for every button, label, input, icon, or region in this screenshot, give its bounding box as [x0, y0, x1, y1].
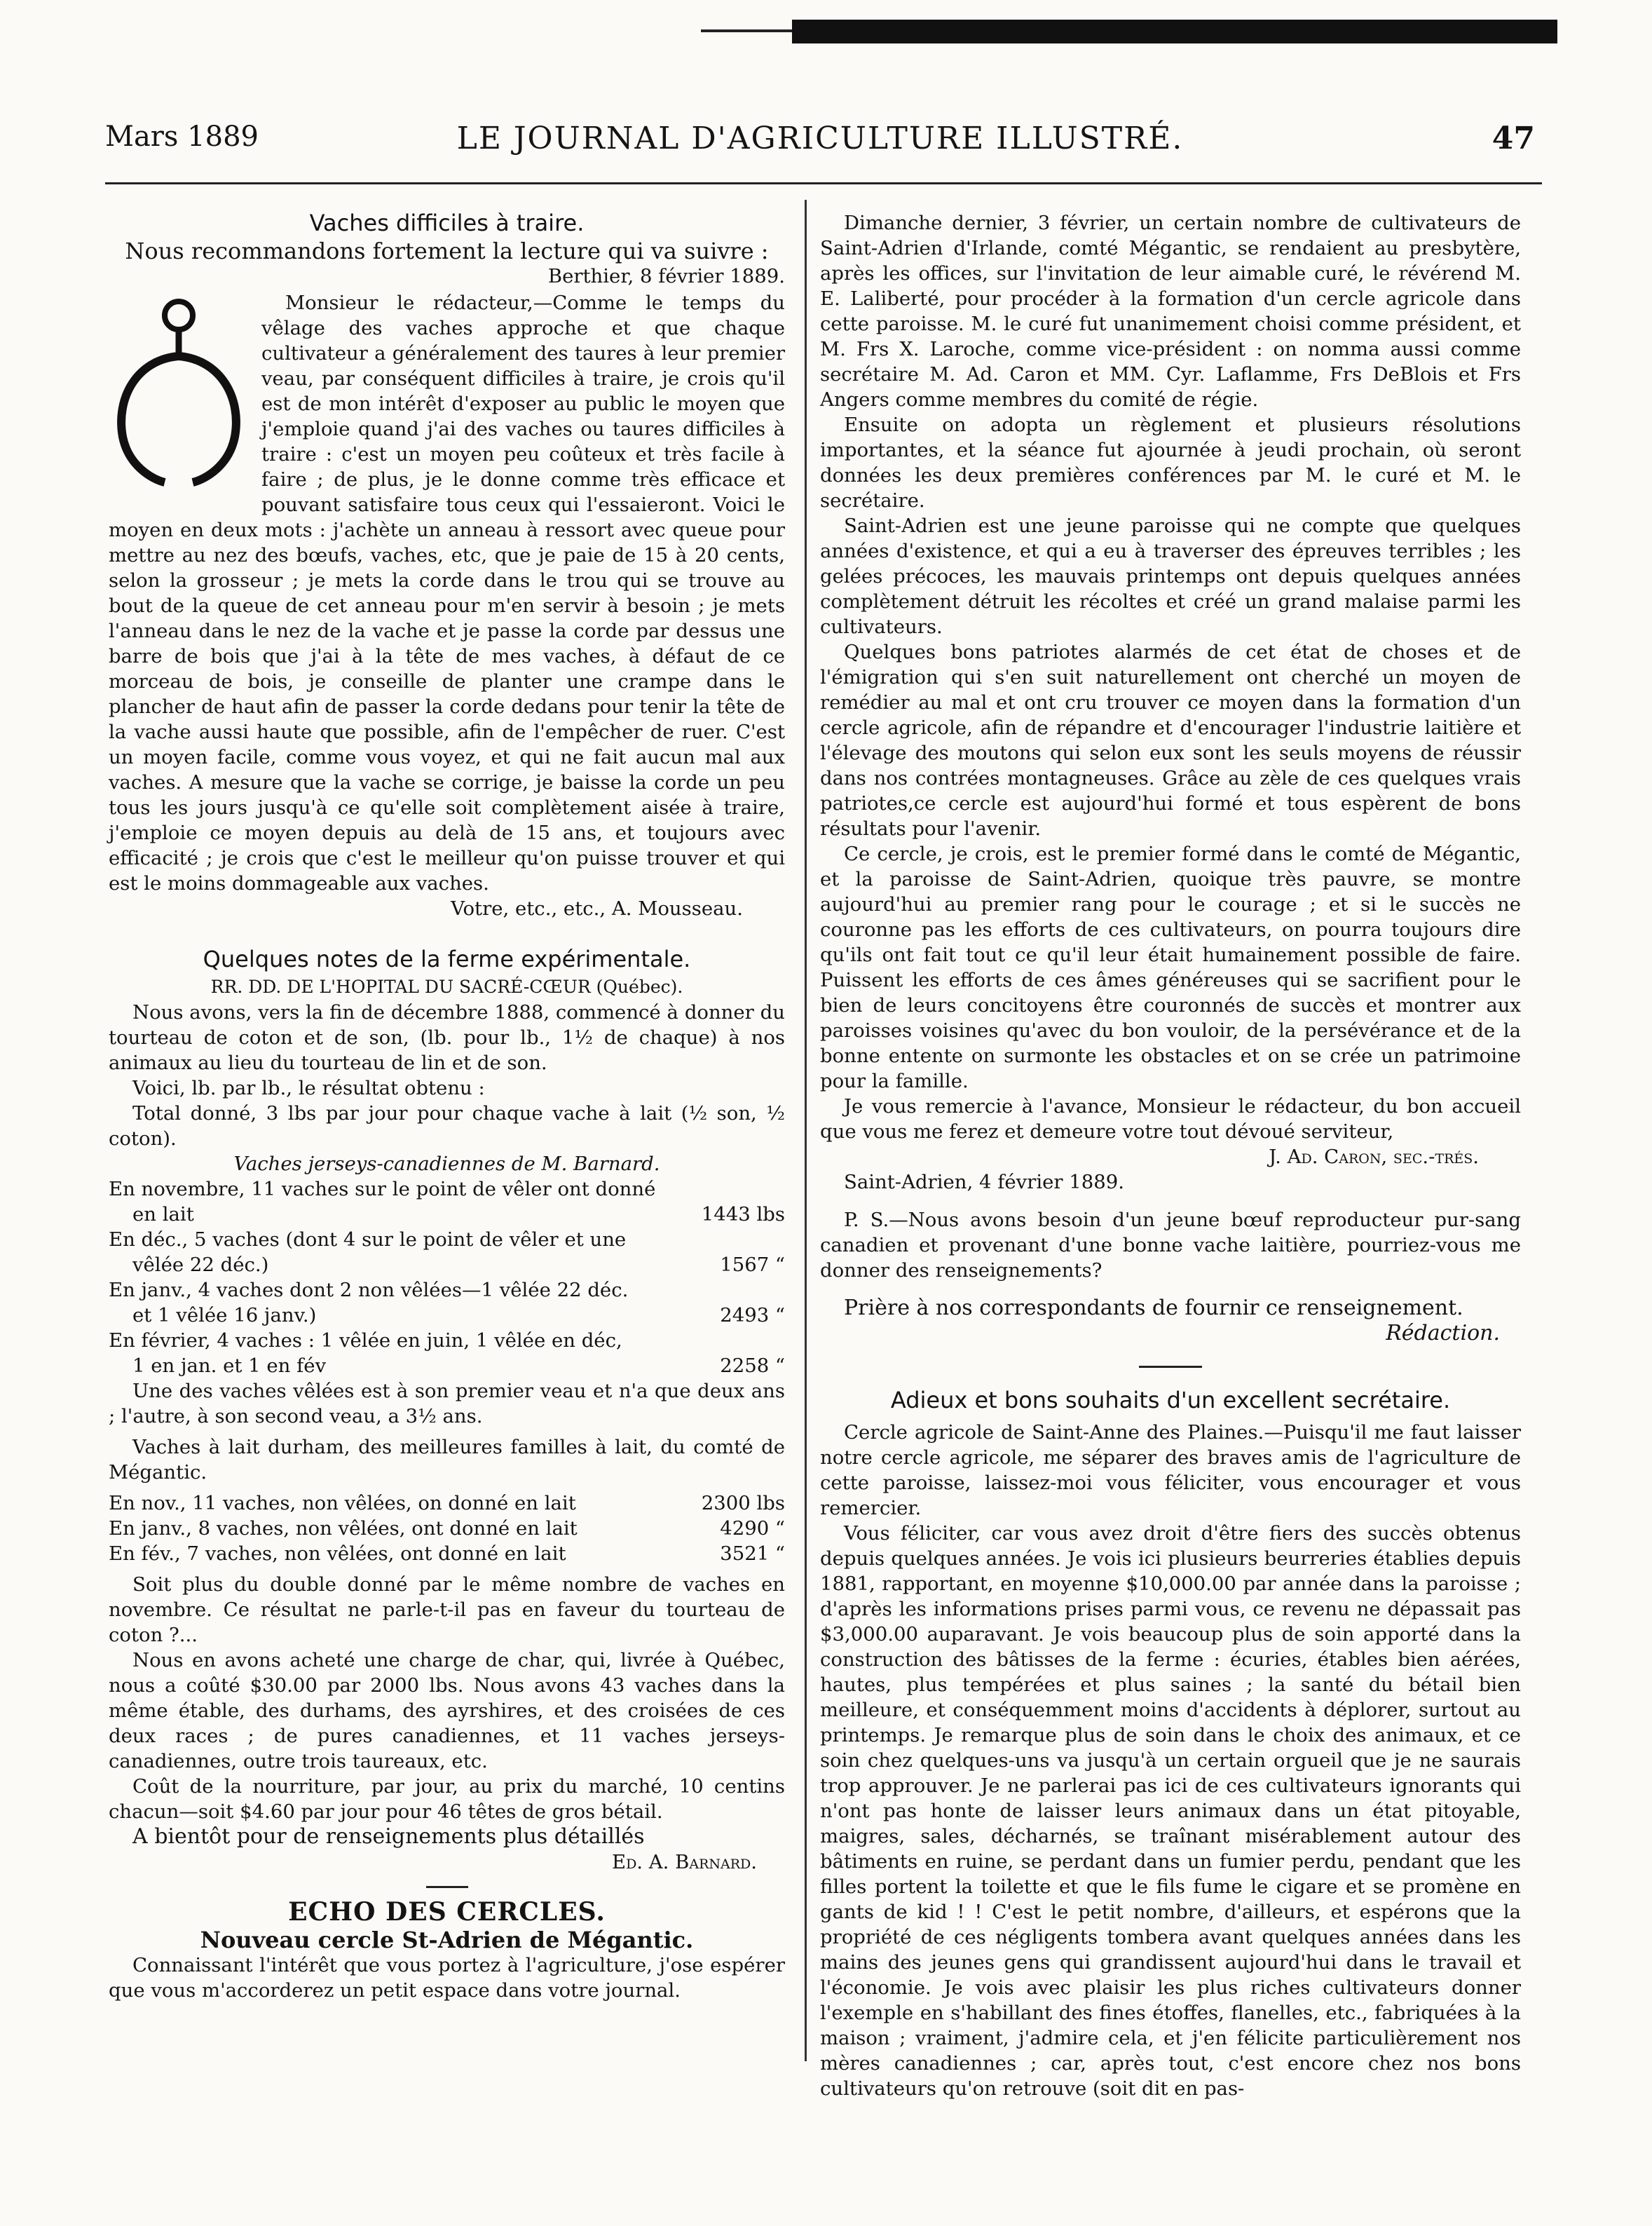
paragraph: Je vous remercie à l'avance, Monsieur le rédacteur, du bon accueil que vous me ferez et demeure votre tout dévoué serviteur, — [820, 1095, 1521, 1143]
signature: J. Ad. Caron, sec.-trés. — [1269, 1146, 1479, 1168]
separator — [426, 1886, 468, 1888]
paragraph: Total donné, 3 lbs par jour pour chaque vache à lait (½ son, ½ coton). — [109, 1102, 785, 1150]
table-row: En nov., 11 vaches, non vêlées, on donné en lait 2300 lbs — [109, 1492, 785, 1514]
paragraph: Soit plus du double donné par le même nombre de vaches en novembre. Ce résultat ne parle-t-il pas en faveur du tourteau de coton ?... — [109, 1573, 785, 1646]
paragraph: Une des vaches vêlées est à son premier veau et n'a que deux ans ; l'autre, à son second veau, a 3½ ans. — [109, 1380, 785, 1427]
dateline: Saint-Adrien, 4 février 1889. — [844, 1171, 1125, 1193]
running-header — [105, 121, 1535, 163]
postscript: P. S.—Nous avons besoin d'un jeune bœuf reproducteur pur-sang canadien et provenant d'une bonne vache laitière, pourriez-vous me donner des renseignements? — [820, 1209, 1521, 1282]
table-row: En janv., 8 vaches, non vêlées, ont donné en lait 4290 “ — [109, 1517, 785, 1540]
paragraph: Nous en avons acheté une charge de char, qui, livrée à Québec, nous a coûté $30.00 par 2000 lbs. Nous avons 43 vaches dans la même étable, des durhams, des ayrshires, et des croisées de ces deux races ; de pures canadiennes, et 11 vaches jerseys-canadiennes, outre trois taureaux, etc. — [109, 1649, 785, 1772]
paragraph: Nous avons, vers la fin de décembre 1888, commencé à donner du tourteau de coton et de son, (lb. pour lb., 1½ de chaque) à nos animaux au lieu du tourteau de lin et de son. — [109, 1001, 785, 1074]
right-column — [820, 210, 1521, 2101]
header-rule — [105, 182, 1542, 184]
table-title: Vaches jerseys-canadiennes de M. Barnard. — [233, 1153, 660, 1175]
article-body: Monsieur le rédacteur,—Comme le temps du vêlage des vaches approche et que chaque cultivateur a généralement des taures à leur premier veau, par conséquent difficiles à traire, je crois qu'il est de mon intérêt d'exposer au public le moyen que j'emploie quand j'ai des vaches ou taures difficiles à traire : c'est un moyen peu coûteux et très facile à faire ; de plus, je le donne comme très efficace et pouvant satisfaire tous ceux qui l'essaieront. Voici le moyen en deux mots : j'achète un anneau à ressort avec queue pour mettre au nez des bœufs, vaches, etc, que je paie de 15 à 20 cents, selon la grosseur ; je mets la corde dans le trou qui se trouve au bout de la queue de cet anneau pour m'en servir à besoin ; je mets l'anneau dans le nez de la vache et je passe la corde par dessus une barre de bois que j'ai à la tête de mes vaches, à défaut de ce morceau de bois, je conseille de planter une crampe dans le plancher de haut afin de passer la corde dedans pour tenir la tête de la vache aussi haute que possible, afin de l'empêcher de ruer. C'est un moyen facile, comme vous voyez, et qui ne fait aucun mal aux vaches. A mesure que la vache se corrige, je baisse la corde un peu tous les jours jusqu'à ce qu'elle soit complètement aisée à traire, j'emploie ce moyen depuis au delà de 15 ans, et toujours avec efficacité ; je crois que c'est le meilleur qu'on puisse trouver et qui est le moins dommageable aux vaches. — [109, 292, 785, 895]
paragraph: Connaissant l'intérêt que vous portez à l'agriculture, j'ose espérer que vous m'accorderez un petit espace dans votre journal. — [109, 1954, 785, 2002]
editor-signature: Rédaction. — [1386, 1321, 1500, 1345]
nose-ring-icon — [109, 293, 249, 503]
article-subtitle: Nous recommandons fortement la lecture qui va suivre : — [125, 238, 769, 264]
paragraph: Saint-Adrien est une jeune paroisse qui ne compte que quelques années d'existence, et qui a eu à traverser des épreuves terribles ; les gelées précoces, les mauvais printemps ont depuis quelques années complètement détruit les récoltes et créé un grand malaise parmi les cultivateurs. — [820, 515, 1521, 638]
article-title: Quelques notes de la ferme expérimentale. — [203, 946, 691, 972]
article-title: Adieux et bons souhaits d'un excellent secrétaire. — [890, 1387, 1451, 1413]
table-row: En déc., 5 vaches (dont 4 sur le point de vêler et une — [109, 1228, 627, 1251]
journal-title: LE JOURNAL D'AGRICULTURE ILLUSTRÉ. — [456, 121, 1184, 156]
paragraph: Vaches à lait durham, des meilleures familles à lait, du comté de Mégantic. — [109, 1436, 785, 1484]
paragraph: Coût de la nourriture, par jour, au prix du marché, 10 centins chacun—soit $4.60 par jour pour 46 têtes de gros bétail. — [109, 1775, 785, 1823]
paragraph: Voici, lb. par lb., le résultat obtenu : — [132, 1077, 485, 1099]
milk-table-durham — [109, 1491, 785, 1566]
table-row: 1 en jan. et 1 en fév 2258 “ — [132, 1355, 785, 1377]
milk-table-jersey — [109, 1176, 785, 1378]
table-row: En février, 4 vaches : 1 vêlée en juin, 1 vêlée en déc, — [109, 1329, 622, 1352]
article-title: Vaches difficiles à traire. — [309, 210, 585, 236]
separator — [1139, 1366, 1202, 1368]
issue-date: Mars 1889 — [105, 121, 259, 153]
top-rule-thin — [701, 29, 799, 32]
dateline: Berthier, 8 février 1889. — [547, 265, 785, 287]
table-row: En novembre, 11 vaches sur le point de vêler ont donné — [109, 1178, 656, 1200]
table-row: En fév., 7 vaches, non vêlées, ont donné en lait 3521 “ — [109, 1542, 785, 1565]
table-row: En janv., 4 vaches dont 2 non vêlées—1 vêlée 22 déc. — [109, 1279, 629, 1301]
paragraph: Ensuite on adopta un règlement et plusieurs résolutions importantes, et la séance fut ajournée à jeudi prochain, où seront données les deux premières conférences par M. le curé et M. le secrétaire. — [820, 414, 1521, 512]
editor-note: Prière à nos correspondants de fournir ce renseignement. — [844, 1296, 1463, 1320]
article-title: Nouveau cercle St-Adrien de Mégantic. — [200, 1927, 694, 1953]
column-rule — [805, 200, 807, 2061]
paragraph: Quelques bons patriotes alarmés de cet état de choses et de l'émigration qui s'en suit naturellement ont cherché un moyen de remédier au mal et ont cru trouver ce moyen dans la formation d'un cercle agricole, afin de répandre et d'encourager l'industrie laitière et l'élevage des moutons qui selon eux sont les seuls moyens de réussir dans nos contrées montagneuses. Grâce au zèle de ces quelques vrais patriotes,ce cercle est aujourd'hui formé et tous espèrent de bons résultats pour l'avenir. — [820, 641, 1521, 840]
paragraph: A bientôt pour de renseignements plus détaillés — [132, 1824, 645, 1849]
paragraph: Ce cercle, je crois, est le premier formé dans le comté de Mégantic, et la paroisse de Saint-Adrien, quoique très pauvre, se montre aujourd'hui au premier rang pour le courage ; et si le succès ne couronne pas les efforts de ces cultivateurs, on pourra toujours dire qu'ils ont fait tout ce qu'il leur était humainement possible de faire. Puissent les efforts de ces âmes généreuses qui se sacrifient pour le bien de leurs concitoyens être couronnés de succès et montrer aux paroisses voisines qu'avec du bon vouloir, de la persévérance et de la bonne entente on surmonte les obstacles et on se crée un patrimoine pour la famille. — [820, 843, 1521, 1092]
nose-ring-illustration — [109, 293, 249, 503]
page-number: 47 — [1491, 121, 1535, 156]
article-source: RR. DD. DE L'HOPITAL DU SACRÉ-CŒUR (Québec). — [210, 977, 683, 997]
table-row: vêlée 22 déc.) 1567 “ — [132, 1254, 785, 1276]
signature: Votre, etc., etc., A. Mousseau. — [451, 897, 743, 920]
table-row: et 1 vêlée 16 janv.) 2493 “ — [132, 1304, 785, 1326]
left-column — [109, 210, 785, 2003]
signature: Ed. A. Barnard. — [612, 1851, 757, 1873]
paragraph: Dimanche dernier, 3 février, un certain nombre de cultivateurs de Saint-Adrien d'Irlande, comté Mégantic, se rendaient au presbytère, après les offices, sur l'invitation de leur aimable curé, le révérend M. E. Laliberté, pour procéder à la formation d'un cercle agricole dans cette paroisse. M. le curé fut unanimement choisi comme président, et M. Frs X. Laroche, comme vice-président : on nomma aussi comme secrétaire M. Ad. Caron et MM. Cyr. Laflamme, Frs DeBlois et Frs Angers comme membres du comité de régie. — [820, 212, 1521, 411]
paragraph: Vous féliciter, car vous avez droit d'être fiers des succès obtenus depuis quelques années. Je vois ici plusieurs beurreries établies depuis 1881, rapportant, en moyenne $10,000.00 par année dans la paroisse ; d'après les informations prises parmi vous, ce revenu ne dépassait pas $3,000.00 auparavant. Je vois beaucoup plus de soin apporté dans la construction des bâtisses de la ferme : écuries, étables bien aérées, hautes, plus tempérées et plus saines ; la santé du bétail bien meilleure, et conséquemment moins d'accidents à déplorer, surtout au printemps. Je remarque plus de soin dans le choix des animaux, et ce soin chez quelques-uns va jusqu'à un certain orgueil que je ne saurais trop approuver. Je ne parlerai pas ici de ces cultivateurs ignorants qui n'ont pas honte de laisser leurs animaux dans un état pitoyable, maigres, sales, décharnés, se traînant misérablement autour des bâtiments en ruine, se perdant dans un fumier perdu, pendant que les filles portent la toilette et que le fils fume le cigare et se promène en gants de kid ! ! C'est le petit nombre, d'ailleurs, et espérons que la propriété de ces négligents tombera avant quelques années dans les mains des jeunes gens qui grandissent aujourd'hui dans le travail et l'économie. Je vois avec plaisir les plus riches cultivateurs donner l'exemple en s'habillant des fines étoffes, flanelles, etc., fabriquées à la maison ; vraiment, j'admire cela, et j'en félicite particulièrement nos mères canadiennes ; car, après tout, c'est encore chez nos bons cultivateurs qu'on retrouve (soit dit en pas- — [820, 1522, 1521, 2100]
paragraph: Cercle agricole de Saint-Anne des Plaines.—Puisqu'il me faut laisser notre cercle agricole, me séparer des braves amis de l'agriculture de cette paroisse, laissez-moi vous féliciter, vous encourager et vous remercier. — [820, 1421, 1521, 1519]
table-row: en lait 1443 lbs — [132, 1203, 785, 1226]
top-rule-thick — [792, 20, 1557, 43]
section-title: ECHO DES CERCLES. — [288, 1897, 606, 1927]
